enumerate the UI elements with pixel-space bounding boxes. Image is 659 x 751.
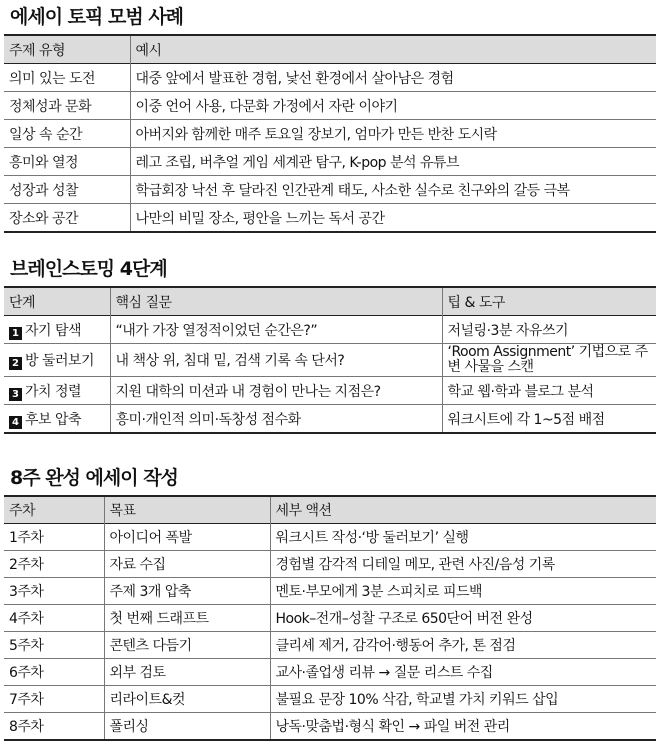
goal-cell: 첫 번째 드래프트 — [104, 605, 270, 632]
action-cell: 워크시트 작성·‘방 둘러보기’ 실행 — [275, 530, 469, 546]
topic-type: 정체성과 문화 — [4, 92, 130, 120]
step-cell — [4, 405, 110, 434]
step-cell — [4, 344, 110, 377]
step-label: 후보 압축 — [25, 411, 82, 428]
table-row — [4, 605, 656, 632]
step-tip: 학교 웹·학과 블로그 분석 — [447, 383, 594, 400]
goal-cell: 폴리싱 — [104, 713, 270, 741]
week-cell: 8주차 — [4, 713, 104, 741]
step-number-badge: 4 — [9, 416, 22, 429]
step-question: 지원 대학의 미션과 내 경험이 만나는 지점은? — [110, 377, 442, 405]
topic-type: 의미 있는 도전 — [4, 64, 130, 92]
topic-example: 이중 언어 사용, 다문화 가정에서 자란 이야기 — [135, 98, 398, 115]
week-cell: 5주차 — [4, 632, 104, 659]
topic-type: 일상 속 순간 — [4, 120, 130, 148]
step-tip: 워크시트에 각 1~5점 배점 — [447, 411, 605, 428]
table-header-row — [4, 35, 656, 64]
column-header: 주차 — [4, 496, 104, 524]
brainstorm-section — [0, 252, 659, 434]
table-row — [4, 405, 656, 434]
column-header: 단계 — [4, 287, 110, 316]
table-row — [4, 92, 656, 120]
brainstorm-table — [4, 286, 656, 434]
table-row — [4, 344, 656, 377]
step-number-badge: 1 — [9, 327, 22, 340]
step-label: 자기 탐색 — [25, 322, 82, 339]
action-cell: 경험별 감각적 디테일 메모, 관련 사진/음성 기록 — [275, 557, 555, 573]
step-cell — [4, 377, 110, 405]
table-header-row — [4, 496, 656, 524]
column-header: 주제 유형 — [4, 35, 130, 64]
topics-table — [4, 34, 656, 233]
action-cell: 불필요 문장 10% 삭감, 학교별 가치 키워드 삽입 — [275, 692, 559, 708]
table-row — [4, 176, 656, 204]
week-cell: 3주차 — [4, 578, 104, 605]
action-cell: 교사·졸업생 리뷰 → 질문 리스트 수집 — [275, 665, 493, 681]
step-tip: ‘Room Assignment’ 기법으로 주변 사물을 스캔 — [447, 344, 648, 375]
column-header: 핵심 질문 — [110, 287, 442, 316]
table-row — [4, 64, 656, 92]
step-label: 방 둘러보기 — [25, 353, 95, 369]
table-row — [4, 659, 656, 686]
goal-cell: 콘텐츠 다듬기 — [104, 632, 270, 659]
step-number-badge: 2 — [9, 357, 22, 370]
table-row — [4, 632, 656, 659]
topic-example: 학급회장 낙선 후 달라진 인간관계 태도, 사소한 실수로 친구와의 갈등 극복 — [135, 182, 570, 199]
step-number-badge: 3 — [9, 388, 22, 401]
topic-example: 나만의 비밀 장소, 평안을 느끼는 독서 공간 — [135, 210, 385, 227]
table-row — [4, 578, 656, 605]
step-label: 가치 정렬 — [25, 383, 82, 400]
week-cell: 7주차 — [4, 686, 104, 713]
goal-cell: 리라이트&컷 — [104, 686, 270, 713]
schedule-title: 8주 완성 에세이 작성 — [10, 467, 178, 489]
goal-cell: 주제 3개 압축 — [104, 578, 270, 605]
schedule-table — [4, 495, 656, 741]
table-row — [4, 551, 656, 578]
column-header: 예시 — [135, 42, 162, 59]
table-row — [4, 713, 656, 741]
column-header: 목표 — [104, 496, 270, 524]
topics-section — [0, 0, 659, 233]
table-row — [4, 316, 656, 344]
week-cell: 4주차 — [4, 605, 104, 632]
brainstorm-title: 브레인스토밍 4단계 — [10, 258, 167, 280]
goal-cell: 아이디어 폭발 — [104, 524, 270, 551]
topic-type: 흥미와 열정 — [4, 148, 130, 176]
goal-cell: 자료 수집 — [104, 551, 270, 578]
table-row — [4, 148, 656, 176]
goal-cell: 외부 검토 — [104, 659, 270, 686]
action-cell: 멘토·부모에게 3분 스피치로 피드백 — [275, 584, 483, 600]
topic-example: 아버지와 함께한 매주 토요일 장보기, 엄마가 만든 반찬 도시락 — [135, 126, 497, 143]
table-row — [4, 120, 656, 148]
week-cell: 2주차 — [4, 551, 104, 578]
column-header: 팁 & 도구 — [447, 294, 505, 311]
step-question: 내 책상 위, 침대 밑, 검색 기록 속 단서? — [110, 344, 442, 377]
topics-title: 에세이 토픽 모범 사례 — [10, 6, 184, 28]
topic-example: 대중 앞에서 발표한 경험, 낯선 환경에서 살아남은 경험 — [135, 70, 454, 87]
table-row — [4, 524, 656, 551]
topic-type: 장소와 공간 — [4, 204, 130, 233]
topic-type: 성장과 성찰 — [4, 176, 130, 204]
column-header: 세부 액션 — [275, 503, 332, 519]
topic-example: 레고 조립, 버추얼 게임 세계관 탐구, K-pop 분석 유튜브 — [135, 154, 460, 171]
table-header-row — [4, 287, 656, 316]
table-row — [4, 686, 656, 713]
step-question: 흥미·개인적 의미·독창성 점수화 — [110, 405, 442, 434]
table-row — [4, 377, 656, 405]
step-tip: 저널링·3분 자유쓰기 — [447, 322, 568, 339]
step-question: “내가 가장 열정적이었던 순간은?” — [110, 316, 442, 344]
schedule-section — [0, 461, 659, 741]
table-row — [4, 204, 656, 233]
step-cell — [4, 316, 110, 344]
week-cell: 6주차 — [4, 659, 104, 686]
action-cell: 낭독·맞춤법·형식 확인 → 파일 버전 관리 — [275, 719, 510, 735]
action-cell: 클리셰 제거, 감각어·행동어 추가, 톤 점검 — [275, 638, 516, 654]
action-cell: Hook–전개–성찰 구조로 650단어 버전 완성 — [275, 611, 533, 627]
week-cell: 1주차 — [4, 524, 104, 551]
